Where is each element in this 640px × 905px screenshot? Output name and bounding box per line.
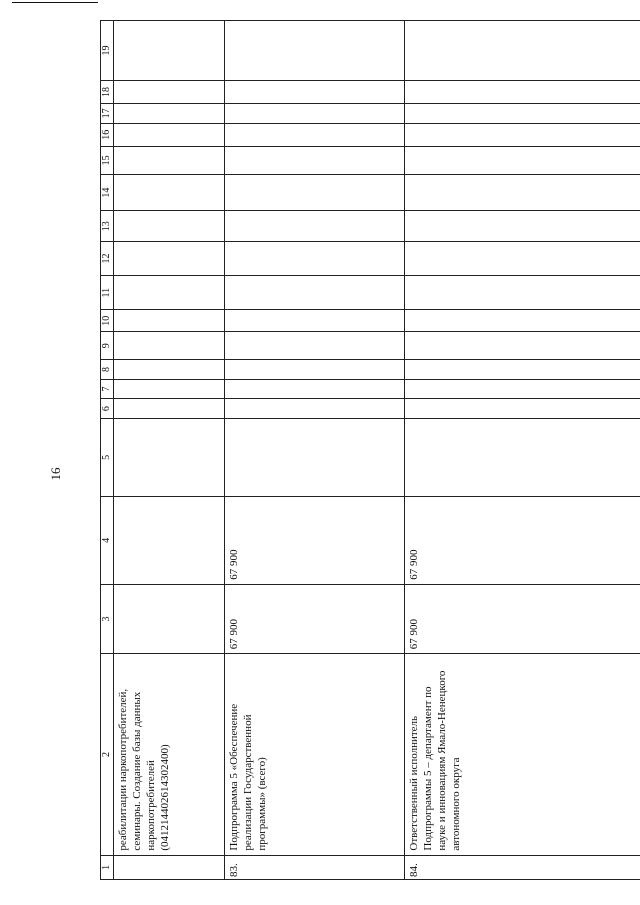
row-number: 84. bbox=[405, 855, 640, 879]
cell-empty bbox=[405, 399, 640, 419]
cell-empty bbox=[114, 379, 225, 399]
cell-empty bbox=[225, 332, 405, 360]
cell-empty bbox=[405, 174, 640, 211]
cell-empty bbox=[405, 123, 640, 146]
cell-empty bbox=[405, 211, 640, 242]
column-header: 14 bbox=[101, 174, 114, 211]
cell-empty bbox=[225, 174, 405, 211]
table-row bbox=[405, 21, 640, 880]
cell-empty bbox=[114, 21, 225, 81]
column-header: 18 bbox=[101, 80, 114, 103]
column-header: 1 bbox=[101, 855, 114, 879]
cell-empty bbox=[114, 332, 225, 360]
cell-empty bbox=[225, 276, 405, 310]
budget-table bbox=[100, 20, 640, 880]
table-row bbox=[225, 21, 405, 880]
row-number bbox=[114, 855, 225, 879]
column-header: 10 bbox=[101, 310, 114, 332]
cell-empty bbox=[225, 379, 405, 399]
cell-value-col4: 67 900 bbox=[225, 496, 405, 584]
column-header: 13 bbox=[101, 211, 114, 242]
cell-empty bbox=[114, 104, 225, 124]
cell-empty bbox=[225, 123, 405, 146]
header-row bbox=[101, 21, 114, 880]
cell-value-col4 bbox=[114, 496, 225, 584]
column-header: 17 bbox=[101, 104, 114, 124]
cell-empty bbox=[405, 241, 640, 275]
row-number: 83. bbox=[225, 855, 405, 879]
cell-empty bbox=[114, 211, 225, 242]
cell-empty bbox=[225, 310, 405, 332]
top-rule bbox=[12, 2, 98, 3]
row-description: Ответственный исполнитель Подпрограммы 5 – департамент по науке и инновациям Ямало-Ненецкого автономного округа bbox=[405, 654, 640, 855]
cell-empty bbox=[405, 418, 640, 496]
cell-empty bbox=[114, 399, 225, 419]
cell-empty bbox=[405, 379, 640, 399]
cell-empty bbox=[114, 360, 225, 380]
column-header: 8 bbox=[101, 360, 114, 380]
column-header: 3 bbox=[101, 584, 114, 654]
row-description: реабилитации наркопотребителей, семинары. Создание базы данных наркопотребителей (041214402614302400) bbox=[114, 654, 225, 855]
column-header: 2 bbox=[101, 654, 114, 855]
cell-empty bbox=[225, 418, 405, 496]
column-header: 11 bbox=[101, 276, 114, 310]
cell-empty bbox=[114, 80, 225, 103]
cell-empty bbox=[225, 104, 405, 124]
cell-value-col4: 67 900 bbox=[405, 496, 640, 584]
column-header: 5 bbox=[101, 418, 114, 496]
cell-empty bbox=[405, 332, 640, 360]
cell-empty bbox=[405, 104, 640, 124]
cell-value-col3 bbox=[114, 584, 225, 654]
column-header: 6 bbox=[101, 399, 114, 419]
cell-empty bbox=[114, 123, 225, 146]
cell-value-col3: 67 900 bbox=[225, 584, 405, 654]
cell-empty bbox=[405, 146, 640, 174]
column-header: 19 bbox=[101, 21, 114, 81]
cell-empty bbox=[114, 241, 225, 275]
column-header: 16 bbox=[101, 123, 114, 146]
table-row bbox=[114, 21, 225, 880]
cell-empty bbox=[225, 80, 405, 103]
cell-empty bbox=[405, 21, 640, 81]
cell-empty bbox=[225, 360, 405, 380]
table-container bbox=[100, 20, 640, 880]
cell-empty bbox=[405, 276, 640, 310]
cell-empty bbox=[114, 276, 225, 310]
cell-empty bbox=[225, 21, 405, 81]
cell-empty bbox=[225, 399, 405, 419]
cell-empty bbox=[225, 241, 405, 275]
column-header: 9 bbox=[101, 332, 114, 360]
cell-empty bbox=[114, 310, 225, 332]
column-header: 15 bbox=[101, 146, 114, 174]
page-number: 16 bbox=[48, 467, 63, 481]
cell-empty bbox=[405, 80, 640, 103]
cell-value-col3: 67 900 bbox=[405, 584, 640, 654]
cell-empty bbox=[225, 146, 405, 174]
cell-empty bbox=[225, 211, 405, 242]
cell-empty bbox=[114, 418, 225, 496]
cell-empty bbox=[114, 174, 225, 211]
column-header: 12 bbox=[101, 241, 114, 275]
row-description: Подпрограмма 5 «Обеспечение реализации Государственной программы» (всего) bbox=[225, 654, 405, 855]
cell-empty bbox=[405, 310, 640, 332]
cell-empty bbox=[405, 360, 640, 380]
cell-empty bbox=[114, 146, 225, 174]
column-header: 4 bbox=[101, 496, 114, 584]
column-header: 7 bbox=[101, 379, 114, 399]
